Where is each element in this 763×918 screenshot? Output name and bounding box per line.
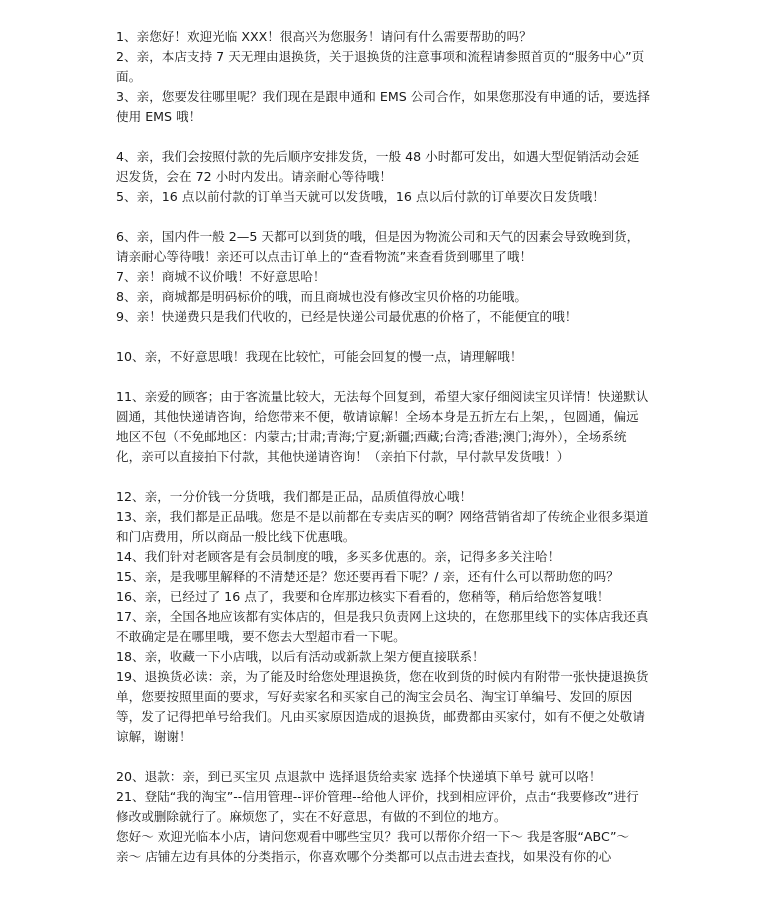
paragraph-gap [116,127,650,147]
paragraph: 14、我们针对老顾客是有会员制度的哦，多买多优惠的。亲，记得多多关注哈！ [116,549,561,564]
paragraph: 13、亲，我们都是正品哦。您是不是以前都在专卖店买的啊？网络营销省却了传统企业很多渠道和门店费用，所以商品一般比线下优惠哦。 [116,509,649,544]
paragraph: 6、亲，国内件一般 2—5 天都可以到货的哦，但是因为物流公司和天气的因素会导致晚到货，请亲耐心等待哦！亲还可以点击订单上的“查看物流”来查看货到哪里了哦！ [116,229,640,264]
paragraph-gap [116,207,650,227]
paragraph: 15、亲，是我哪里解释的不清楚还是？您还要再看下呢？/ 亲，还有什么可以帮助您的吗？ [116,569,619,584]
paragraph: 12、亲，一分价钱一分货哦，我们都是正品，品质值得放心哦！ [116,489,473,504]
paragraph: 17、亲，全国各地应该都有实体店的，但是我只负责网上这块的，在您那里线下的实体店我还真不敢确定是在哪里哦，要不您去大型超市看一下呢。 [116,609,649,644]
paragraph: 11、亲爱的顾客；由于客流量比较大，无法每个回复到，希望大家仔细阅读宝贝详情！快递默认圆通，其他快递请咨询，给您带来不便，敬请谅解！全场本身是五折左右上架，，包圆通，偏远地区不包（不免邮地区：内蒙古;甘肃;青海;宁夏;新疆;西藏;台湾;香港;澳门;海外），全场系统化，亲可以直接拍下付款，其他快递请咨询！（亲拍下付款，早付款早发货哦！） [116,389,649,464]
paragraph: 9、亲！快递费只是我们代收的，已经是快递公司最优惠的价格了，不能便宜的哦！ [116,309,578,324]
paragraph: 您好～ 欢迎光临本小店，请问您观看中哪些宝贝？我可以帮你介绍一下～ 我是客服“ABC”～ [116,829,630,844]
paragraph: 4、亲，我们会按照付款的先后顺序安排发货，一般 48 小时都可发出，如遇大型促销活动会延迟发货，会在 72 小时内发出。请亲耐心等待哦！ [116,149,640,184]
document-body [116,27,650,867]
paragraph-gap [116,747,650,767]
paragraph: 2、亲，本店支持 7 天无理由退换货，关于退换货的注意事项和流程请参照首页的“服务中心”页面。 [116,49,645,84]
paragraph: 1、亲您好！欢迎光临 XXX！很高兴为您服务！请问有什么需要帮助的吗？ [116,29,532,44]
paragraph: 7、亲！商城不议价哦！不好意思哈！ [116,269,326,284]
paragraph: 16、亲，已经过了 16 点了，我要和仓库那边核实下看看的，您稍等，稍后给您答复哦！ [116,589,610,604]
paragraph-gap [116,327,650,347]
paragraph: 5、亲，16 点以前付款的订单当天就可以发货哦，16 点以后付款的订单要次日发货哦！ [116,189,605,204]
paragraph: 10、亲，不好意思哦！我现在比较忙，可能会回复的慢一点，请理解哦！ [116,349,523,364]
paragraph-gap [116,467,650,487]
paragraph: 3、亲，您要发往哪里呢？我们现在是跟申通和 EMS 公司合作，如果您那没有申通的话，要选择使用 EMS 哦！ [116,89,650,124]
paragraph: 8、亲，商城都是明码标价的哦，而且商城也没有修改宝贝价格的功能哦。 [116,289,528,304]
paragraph: 19、退换货必读：亲，为了能及时给您处理退换货，您在收到货的时候内有附带一张快捷退换货单，您要按照里面的要求，写好卖家名和买家自己的淘宝会员名、淘宝订单编号、发回的原因等，发了记得把单号给我们。凡由买家原因造成的退换货，邮费都由买家付，如有不便之处敬请谅解，谢谢！ [116,669,649,744]
paragraph: 20、退款：亲，到已买宝贝 点退款中 选择退货给卖家 选择个快递填下单号 就可以咯！ [116,769,602,784]
paragraph: 21、登陆“我的淘宝”--信用管理--评价管理--给他人评价，找到相应评价，点击“我要修改”进行修改或删除就行了。麻烦您了，实在不好意思，有做的不到位的地方。 [116,789,639,824]
paragraph-gap [116,367,650,387]
paragraph: 18、亲，收藏一下小店哦，以后有活动或新款上架方便直接联系！ [116,649,485,664]
paragraph: 亲～ 店铺左边有具体的分类指示，你喜欢哪个分类都可以点击进去查找，如果没有你的心 [116,849,612,864]
